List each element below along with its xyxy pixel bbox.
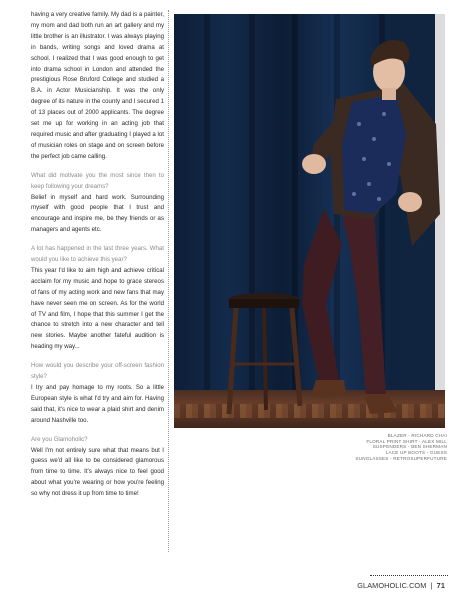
answer-paragraph: Belief in myself and hard work. Surrounding myself with good people that I trust and encourage and inspire me, be they friends or as managers and agents etc. [31,193,164,234]
boot [364,394,398,414]
trousers [302,209,386,399]
question-paragraph: A lot has happened in the last three years. What would you like to achieve this year? [31,245,164,264]
neck [382,88,396,100]
hand [398,192,422,212]
boot [312,380,346,398]
stool [228,293,300,414]
shirt [342,94,406,214]
fashion-photo [174,14,445,428]
page-footer [357,581,445,590]
answer-paragraph: having a very creative family. My dad is a painter, my mom and dad both run an art gallery and my little brother is an illustrator. I was always playing in bands, writing songs and loved drama at school. I realized that I was good enough to get into drama school in London and attended the prestigious Rose Bruford College and studied a B.A. in Actor Musicianship. It was the only degree of its nature in the county and I secured 1 of 13 places out of 2000 applicants. The degree set me up for working in an acting job that required music and after graduating I played a lot of musician roles on stage and on screen before the perfect job came calling. [31,11,164,160]
footer-site: GLAMOHOLIC.COM [357,581,427,590]
footer-dotted-rule [370,575,448,576]
hand [302,154,326,174]
answer-paragraph: Well I'm not entirely sure what that means but I guess we'd all like to be considered glamorous from time to time. It's always nice to feel good about what you're wearing or how you're feeling so why not dress it up from time to time! [31,446,164,498]
credit-line: LACE UP BOOTS - GUESS [385,450,447,456]
question-paragraph: What did motivate you the most since then to keep following your dreams? [31,171,164,190]
answer-paragraph: This year I'd like to aim high and achieve critical acclaim for my music and hope to grace stereos of fans of my acting work and new fans that may have never seen me on screen. As for the world of TV and film, I hope that this summer I get the chance to stretch into a new character and tell new stories. Maybe another fateful audition is heading my way... [31,266,164,351]
credit-line: SUSPENDERS - BEN SHERMAN [372,444,447,450]
credit-line: SUNGLASSES - RETROSUPERFUTURE [355,455,447,461]
article-text-column [31,10,164,508]
column-divider [168,10,169,552]
question-paragraph: How would you describe your off-screen fashion style? [31,362,164,381]
photo-credits [307,433,447,462]
page-number: 71 [436,581,445,590]
credit-line: BLAZER - RICHARD CHAI [387,433,447,438]
model-figure [174,14,445,428]
answer-paragraph: I try and pay homage to my roots. So a little European style is what I'd try and aim for. Having said that, it's nice to wear a plaid shirt and denim around Nashville too. [31,384,164,424]
question-paragraph: Are you Glamoholic? [31,435,88,443]
credit-line: FLORAL PRINT SHIRT - ALEX MILL [366,438,447,444]
footer-separator: | [430,581,433,590]
